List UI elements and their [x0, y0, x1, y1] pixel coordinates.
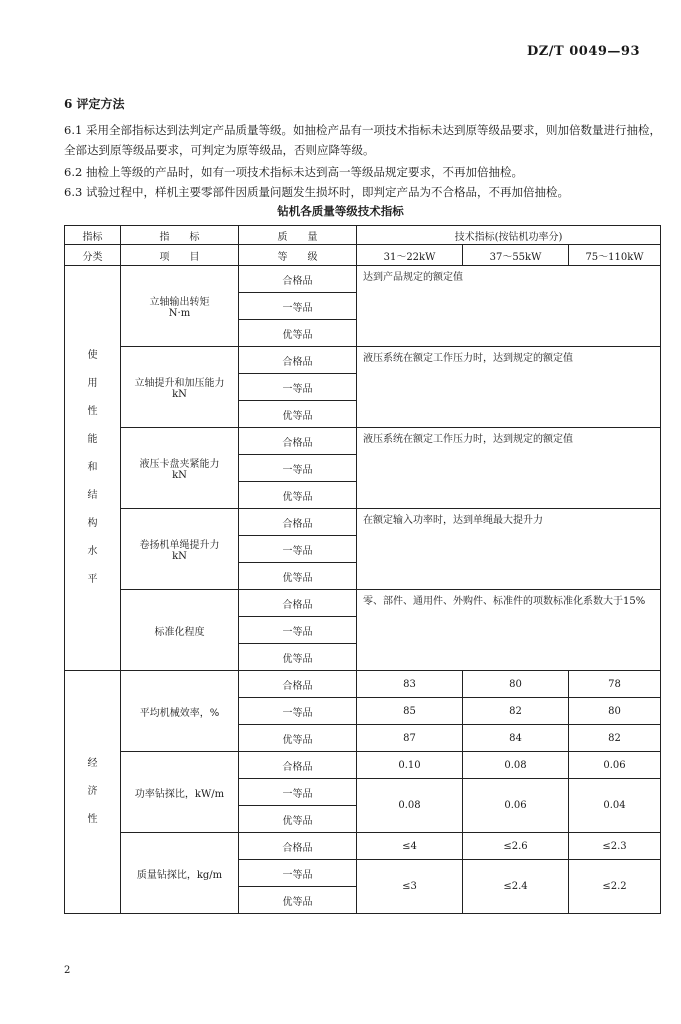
category-char: 水	[87, 546, 98, 557]
grade-first: 一等品	[239, 860, 357, 887]
value-cell: 83	[357, 671, 463, 698]
item-name	[121, 266, 239, 347]
value-cell: 0.08	[463, 752, 569, 779]
item-name	[121, 428, 239, 509]
grade-first: 一等品	[239, 698, 357, 725]
item-name-text: 标准化程度	[154, 626, 205, 638]
item-requirement: 液压系统在额定工作压力时，达到规定的额定值	[357, 347, 661, 428]
paragraph-6-3: 6.3 试验过程中，样机主要零部件因质量问题发生损坏时，即判定产品为不合格品，不再加倍抽检。	[64, 185, 569, 199]
category-char: 用	[87, 378, 98, 389]
value-cell: ≤2.3	[569, 833, 661, 860]
section-title: 6 评定方法	[64, 97, 125, 111]
grade-qualified: 合格品	[239, 347, 357, 374]
grade-first: 一等品	[239, 374, 357, 401]
value-cell: ≤2.2	[569, 860, 661, 914]
grade-qualified: 合格品	[239, 833, 357, 860]
grade-qualified: 合格品	[239, 428, 357, 455]
header-item-top: 指 标	[121, 226, 239, 245]
item-name	[121, 347, 239, 428]
item-unit: kN	[172, 389, 187, 400]
category-usage-structure	[65, 266, 121, 671]
item-requirement: 液压系统在额定工作压力时，达到规定的额定值	[357, 428, 661, 509]
header-category-bottom: 分类	[65, 245, 121, 266]
page-number: 2	[64, 965, 71, 976]
category-char: 性	[87, 406, 98, 417]
grade-excellent: 优等品	[239, 725, 357, 752]
grade-excellent: 优等品	[239, 806, 357, 833]
value-cell: 0.06	[463, 779, 569, 833]
table-row	[65, 752, 661, 779]
grade-first: 一等品	[239, 455, 357, 482]
grade-first: 一等品	[239, 536, 357, 563]
table-row	[65, 266, 661, 293]
paragraph-6-2: 6.2 抽检上等级的产品时，如有一项技术指标未达到高一等级品规定要求，不再加倍抽检。	[64, 165, 523, 179]
item-unit: kN	[172, 551, 187, 562]
category-char: 平	[87, 574, 98, 585]
value-cell: 0.06	[569, 752, 661, 779]
category-char: 性	[87, 814, 98, 825]
item-name	[121, 509, 239, 590]
value-cell: 82	[569, 725, 661, 752]
category-char: 结	[87, 490, 98, 501]
category-char: 和	[87, 462, 98, 473]
category-char: 使	[87, 350, 98, 361]
table-title: 钻机各质量等级技术指标	[277, 204, 404, 218]
table-row	[65, 347, 661, 374]
grade-first: 一等品	[239, 779, 357, 806]
header-power-2: 37～55kW	[463, 245, 569, 266]
item-name-mass-ratio: 质量钻探比，kg/m	[121, 833, 239, 914]
value-cell: ≤4	[357, 833, 463, 860]
category-char: 能	[87, 434, 98, 445]
grade-excellent: 优等品	[239, 482, 357, 509]
grade-qualified: 合格品	[239, 266, 357, 293]
grade-first: 一等品	[239, 617, 357, 644]
header-grade-top: 质 量	[239, 226, 357, 245]
category-char: 经	[87, 758, 98, 769]
value-cell: ≤2.6	[463, 833, 569, 860]
header-grade-bottom: 等 级	[239, 245, 357, 266]
value-cell: 78	[569, 671, 661, 698]
value-cell: ≤2.4	[463, 860, 569, 914]
item-unit: kN	[172, 470, 187, 481]
grade-excellent: 优等品	[239, 644, 357, 671]
item-unit: N·m	[168, 308, 191, 319]
value-cell: 85	[357, 698, 463, 725]
value-cell: 82	[463, 698, 569, 725]
value-cell: 80	[463, 671, 569, 698]
grade-qualified: 合格品	[239, 671, 357, 698]
item-requirement: 在额定输入功率时，达到单绳最大提升力	[357, 509, 661, 590]
grade-excellent: 优等品	[239, 563, 357, 590]
paragraph-6-1: 6.1 采用全部指标达到法判定产品质量等级。如抽检产品有一项技术指标未达到原等级品要求，则加倍数量进行抽检，全部达到原等级品要求，可判定为原等级品，否则应降等级。	[64, 123, 661, 157]
grade-qualified: 合格品	[239, 752, 357, 779]
category-char: 构	[87, 518, 98, 529]
item-name-text: 立轴输出转矩	[149, 297, 210, 308]
item-name	[121, 590, 239, 671]
quality-grade-table	[64, 225, 661, 914]
value-cell: 80	[569, 698, 661, 725]
item-name-power-ratio: 功率钻探比，kW/m	[121, 752, 239, 833]
grade-excellent: 优等品	[239, 887, 357, 914]
table-row	[65, 833, 661, 860]
table-row	[65, 509, 661, 536]
value-cell: 0.04	[569, 779, 661, 833]
category-char: 济	[87, 786, 98, 797]
value-cell: 87	[357, 725, 463, 752]
item-name-efficiency: 平均机械效率，%	[121, 671, 239, 752]
category-economy	[65, 671, 121, 914]
table-row	[65, 428, 661, 455]
table-row	[65, 671, 661, 698]
header-power-1: 31～22kW	[357, 245, 463, 266]
grade-excellent: 优等品	[239, 401, 357, 428]
header-category-top: 指标	[65, 226, 121, 245]
item-name-text: 立轴提升和加压能力	[134, 378, 225, 389]
grade-first: 一等品	[239, 293, 357, 320]
grade-qualified: 合格品	[239, 509, 357, 536]
item-name-text: 卷扬机单绳提升力	[139, 540, 220, 551]
grade-qualified: 合格品	[239, 590, 357, 617]
value-cell: 0.08	[357, 779, 463, 833]
item-requirement: 零、部件、通用件、外购件、标准件的项数标准化系数大于15%	[357, 590, 661, 671]
item-name-text: 液压卡盘夹紧能力	[139, 459, 220, 470]
item-requirement: 达到产品规定的额定值	[357, 266, 661, 347]
table-row	[65, 590, 661, 617]
grade-excellent: 优等品	[239, 320, 357, 347]
standard-code-header: DZ/T 0049—93	[527, 44, 640, 59]
header-tech-title: 技术指标(按钻机功率分)	[357, 226, 661, 245]
header-item-bottom: 项 目	[121, 245, 239, 266]
value-cell: ≤3	[357, 860, 463, 914]
value-cell: 84	[463, 725, 569, 752]
header-power-3: 75～110kW	[569, 245, 661, 266]
value-cell: 0.10	[357, 752, 463, 779]
